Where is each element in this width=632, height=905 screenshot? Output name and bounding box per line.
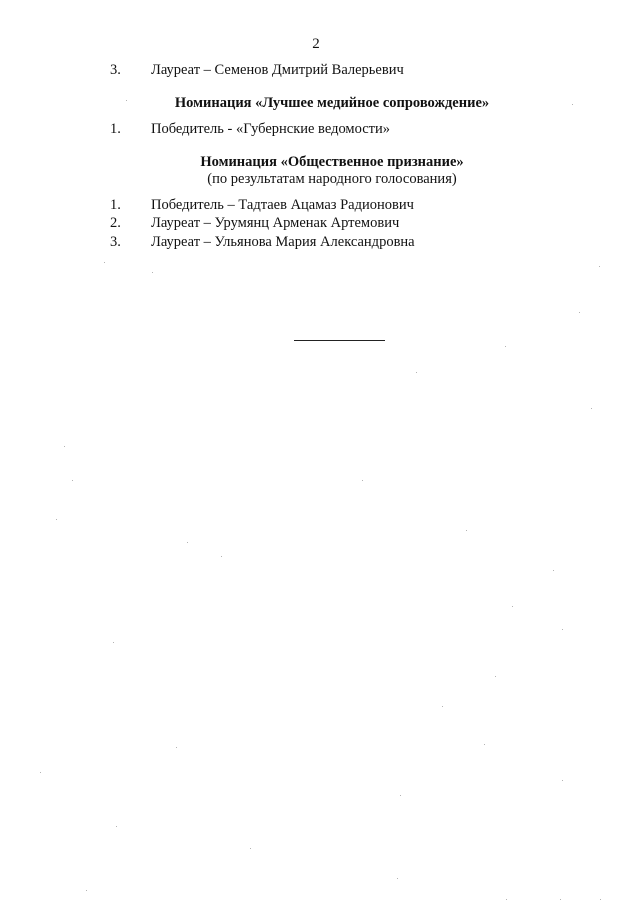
- scan-speck: [512, 606, 513, 607]
- scan-speck: [56, 519, 57, 520]
- scan-speck: [495, 676, 496, 677]
- list-item: [110, 214, 399, 232]
- scan-speck: [591, 408, 592, 409]
- list-item-text: Лауреат – Урумянц Арменак Артемович: [151, 215, 400, 231]
- nomination-heading-media: Номинация «Лучшее медийное сопровождение»: [174, 95, 490, 111]
- scan-speck: [562, 629, 563, 630]
- scan-speck: [600, 899, 601, 900]
- scan-speck: [116, 826, 117, 827]
- scan-speck: [505, 346, 506, 347]
- list-item-text: Победитель - «Губернские ведомости»: [151, 121, 390, 137]
- scan-speck: [113, 642, 114, 643]
- scan-speck: [187, 542, 188, 543]
- page-number: 2: [312, 36, 320, 52]
- list-item: [110, 196, 414, 214]
- scan-speck: [104, 262, 105, 263]
- list-item-number: 3.: [110, 62, 121, 78]
- scan-speck: [560, 899, 561, 900]
- scan-speck: [221, 556, 222, 557]
- nomination-subheading: (по результатам народного голосования): [207, 171, 457, 187]
- list-item: [110, 233, 415, 251]
- list-item: [110, 61, 404, 79]
- scan-speck: [599, 266, 600, 267]
- scan-speck: [72, 480, 73, 481]
- list-item-text: Лауреат – Семенов Дмитрий Валерьевич: [151, 62, 404, 78]
- list-item-number: 3.: [110, 234, 121, 250]
- list-item-number: 1.: [110, 197, 121, 213]
- scan-speck: [416, 372, 417, 373]
- list-item-number: 1.: [110, 121, 121, 137]
- scan-speck: [579, 312, 580, 313]
- scan-speck: [152, 272, 153, 273]
- scan-speck: [64, 446, 65, 447]
- scan-speck: [400, 795, 401, 796]
- scan-speck: [506, 899, 507, 900]
- scan-speck: [484, 744, 485, 745]
- list-item-number: 2.: [110, 215, 121, 231]
- scan-speck: [250, 848, 251, 849]
- scan-speck: [86, 890, 87, 891]
- scan-speck: [553, 570, 554, 571]
- scan-speck: [562, 780, 563, 781]
- list-item: [110, 120, 390, 138]
- scan-speck: [176, 747, 177, 748]
- list-item-text: Победитель – Тадтаев Ацамаз Радионович: [151, 197, 414, 213]
- scan-speck: [397, 878, 398, 879]
- scan-speck: [40, 772, 41, 773]
- scan-speck: [362, 480, 363, 481]
- horizontal-rule: [294, 340, 385, 341]
- scan-speck: [466, 530, 467, 531]
- nomination-heading-public: Номинация «Общественное признание»: [200, 154, 464, 170]
- scan-speck: [442, 706, 443, 707]
- list-item-text: Лауреат – Ульянова Мария Александровна: [151, 234, 415, 250]
